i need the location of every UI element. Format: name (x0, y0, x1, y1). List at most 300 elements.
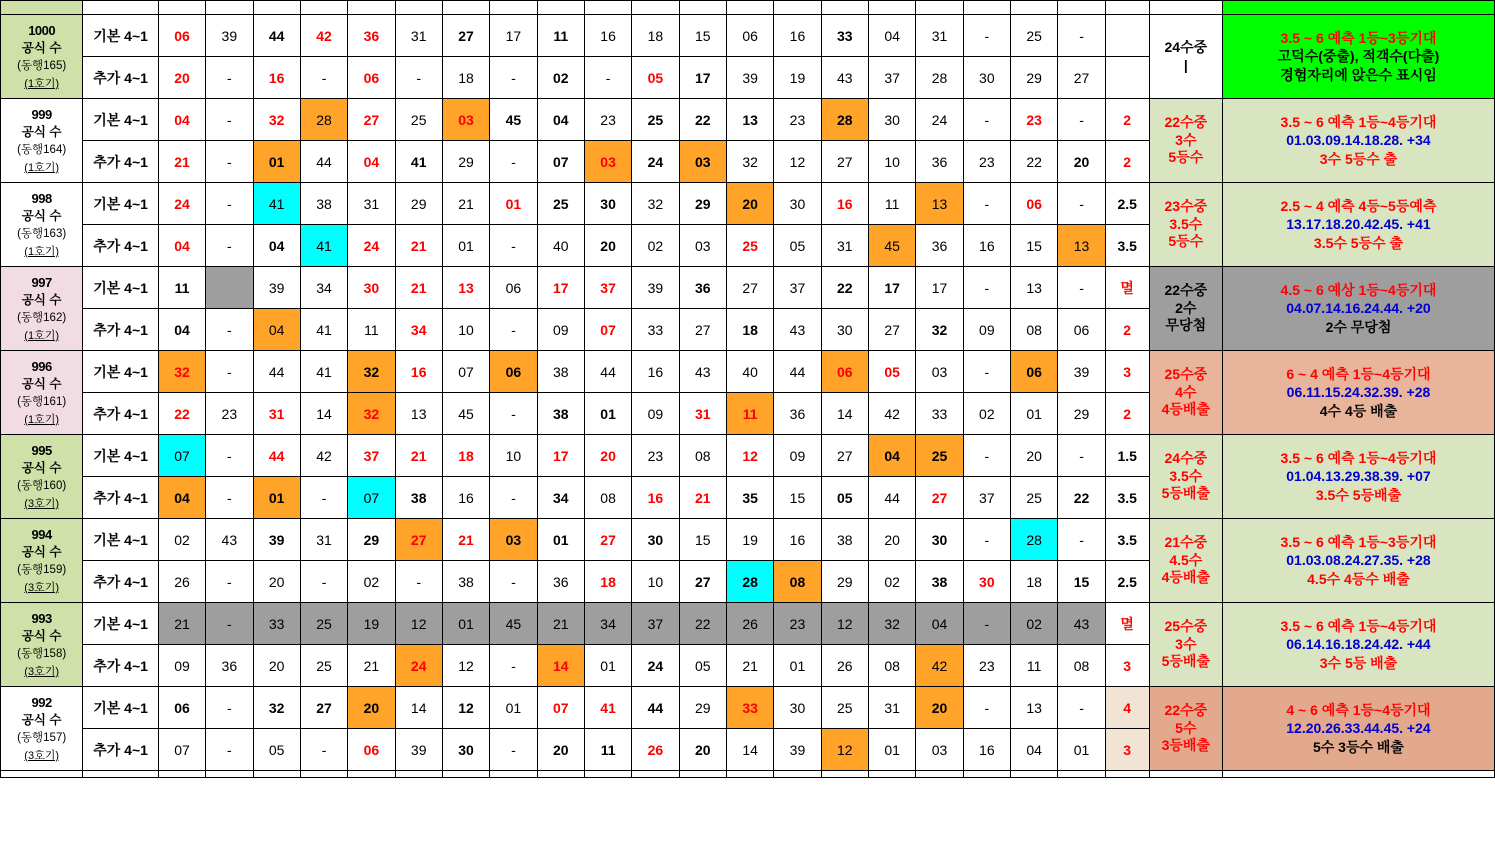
number-cell: 02 (868, 561, 915, 603)
number-cell: 08 (584, 477, 631, 519)
number-cell: 32 (253, 99, 300, 141)
note-line: 고덕수(중출), 적객수(다출) (1277, 48, 1440, 65)
cell-clipped (395, 1, 442, 15)
cell-clipped-bottom (632, 771, 679, 778)
number-cell: 39 (253, 519, 300, 561)
number-cell: 20 (348, 687, 395, 729)
number-cell: 29 (442, 141, 489, 183)
number-cell: 01 (584, 645, 631, 687)
summary-rank: 4등배출 (1161, 401, 1210, 418)
round-number: 992 (31, 695, 52, 711)
summary-total: 22수중 (1164, 702, 1208, 719)
number-cell: - (1058, 99, 1105, 141)
number-cell: 02 (537, 57, 584, 99)
number-cell: 16 (774, 15, 821, 57)
summary-cell (1149, 183, 1222, 267)
summary-rank: 3등배출 (1161, 737, 1210, 754)
row-label-machine: (1호기) (24, 161, 59, 174)
row-type-basic: 기본 4~1 (83, 99, 159, 141)
note-line: 13.17.18.20.42.45. +41 (1286, 216, 1431, 233)
hit-count-basic: 멸 (1105, 603, 1149, 645)
note-cell (1222, 15, 1494, 99)
summary-cell (1149, 267, 1222, 351)
cell-clipped-bottom (348, 771, 395, 778)
hit-count-basic: 2 (1105, 99, 1149, 141)
hit-count-basic: 4 (1105, 687, 1149, 729)
number-cell: 30 (963, 561, 1010, 603)
number-cell: 27 (1058, 57, 1105, 99)
number-cell: 18 (632, 15, 679, 57)
number-cell: - (206, 603, 253, 645)
number-cell: 03 (584, 141, 631, 183)
number-cell: 10 (442, 309, 489, 351)
number-cell: 27 (868, 309, 915, 351)
number-cell: 04 (158, 477, 205, 519)
number-cell: - (963, 183, 1010, 225)
number-cell: 40 (537, 225, 584, 267)
note-line: 3수 5등 배출 (1319, 654, 1398, 671)
row-label-source: (동행163) (17, 228, 67, 241)
row-label-machine: (3호기) (24, 497, 59, 510)
row-label-source: (동행158) (17, 648, 67, 661)
number-cell: 06 (821, 351, 868, 393)
number-cell: 21 (395, 225, 442, 267)
number-cell: 36 (206, 645, 253, 687)
row-label-source: (동행159) (17, 564, 67, 577)
row-label-992 (1, 687, 83, 771)
count-clipped (1105, 1, 1149, 15)
number-cell: 44 (868, 477, 915, 519)
note-line: 4 ~ 6 예측 1등~4등기대 (1286, 702, 1431, 719)
number-cell: 45 (490, 99, 537, 141)
number-cell: 11 (584, 729, 631, 771)
number-cell: 22 (679, 99, 726, 141)
number-cell: 44 (632, 687, 679, 729)
number-cell: 28 (726, 561, 773, 603)
row-type-extra: 추가 4~1 (83, 309, 159, 351)
number-cell: - (1058, 435, 1105, 477)
number-cell: 36 (679, 267, 726, 309)
cell-clipped-bottom (916, 771, 963, 778)
number-cell: 28 (916, 57, 963, 99)
number-cell: 18 (726, 309, 773, 351)
number-cell: 21 (442, 183, 489, 225)
cell-clipped (584, 1, 631, 15)
number-cell: 21 (726, 645, 773, 687)
number-cell: 05 (253, 729, 300, 771)
number-cell: 01 (490, 183, 537, 225)
note-line: 경험자리에 앉은수 표시임 (1280, 66, 1437, 83)
number-cell: 38 (537, 351, 584, 393)
number-cell: 23 (774, 99, 821, 141)
number-cell: 31 (348, 183, 395, 225)
number-cell: 44 (300, 141, 347, 183)
cell-clipped-bottom (158, 771, 205, 778)
cell-clipped-bottom (442, 771, 489, 778)
number-cell: 07 (537, 141, 584, 183)
number-cell: - (206, 309, 253, 351)
hit-count-basic (1105, 15, 1149, 57)
number-cell: 04 (537, 99, 584, 141)
number-cell: 21 (679, 477, 726, 519)
row-type-extra: 추가 4~1 (83, 57, 159, 99)
number-cell: - (963, 603, 1010, 645)
number-cell: 27 (395, 519, 442, 561)
number-cell: 07 (584, 309, 631, 351)
number-cell: 01 (442, 225, 489, 267)
number-cell: 37 (348, 435, 395, 477)
number-cell: 25 (300, 603, 347, 645)
number-cell: 16 (774, 519, 821, 561)
row-type-basic: 기본 4~1 (83, 267, 159, 309)
number-cell: 39 (1058, 351, 1105, 393)
number-cell: 03 (490, 519, 537, 561)
number-cell: 20 (158, 57, 205, 99)
number-cell: 39 (726, 57, 773, 99)
row-type-extra: 추가 4~1 (83, 225, 159, 267)
number-cell: 11 (726, 393, 773, 435)
row-type-basic: 기본 4~1 (83, 435, 159, 477)
number-cell: 27 (679, 561, 726, 603)
note-cell (1222, 603, 1494, 687)
note-line: 06.14.16.18.24.42. +44 (1286, 636, 1431, 653)
number-cell: 10 (632, 561, 679, 603)
note-line: 01.04.13.29.38.39. +07 (1286, 468, 1431, 485)
number-cell: 41 (300, 309, 347, 351)
summary-total: 22수중 (1164, 114, 1208, 131)
row-type-extra: 추가 4~1 (83, 561, 159, 603)
summary-total: 22수중 (1164, 282, 1208, 299)
summary-clipped-bottom (1149, 771, 1222, 778)
number-cell: - (490, 57, 537, 99)
row-label-official: 공식 수 (21, 545, 62, 560)
summary-cell (1149, 435, 1222, 519)
number-cell: - (584, 57, 631, 99)
cell-clipped (679, 1, 726, 15)
number-cell: 04 (253, 225, 300, 267)
number-cell: 15 (1011, 225, 1058, 267)
number-cell: 44 (253, 351, 300, 393)
table-row (1, 687, 1495, 729)
table-row (1, 15, 1495, 57)
number-cell: 12 (821, 729, 868, 771)
number-cell: 16 (584, 15, 631, 57)
number-cell: 16 (821, 183, 868, 225)
number-cell: 20 (868, 519, 915, 561)
number-cell: 17 (537, 267, 584, 309)
hit-count-extra: 2 (1105, 393, 1149, 435)
number-cell: 23 (584, 99, 631, 141)
number-cell: 21 (395, 267, 442, 309)
number-cell: 16 (963, 729, 1010, 771)
number-cell: 41 (300, 351, 347, 393)
number-cell: 13 (1011, 687, 1058, 729)
number-cell: 30 (963, 57, 1010, 99)
number-cell: 05 (679, 645, 726, 687)
number-cell: 11 (1011, 645, 1058, 687)
number-cell: 04 (253, 309, 300, 351)
number-cell: 03 (679, 225, 726, 267)
summary-hit: 4수 (1175, 383, 1197, 400)
number-cell: 44 (584, 351, 631, 393)
number-cell: - (963, 99, 1010, 141)
cell-clipped-bottom (963, 771, 1010, 778)
number-cell: - (490, 309, 537, 351)
summary-total: 23수중 (1164, 198, 1208, 215)
number-cell: 05 (632, 57, 679, 99)
number-cell: 33 (916, 393, 963, 435)
number-cell: - (1058, 519, 1105, 561)
number-cell: 22 (1058, 477, 1105, 519)
number-cell: - (300, 57, 347, 99)
note-cell (1222, 519, 1494, 603)
number-cell: 27 (726, 267, 773, 309)
number-cell: 39 (632, 267, 679, 309)
table-row (1, 603, 1495, 645)
number-cell: 30 (821, 309, 868, 351)
number-cell: 20 (537, 729, 584, 771)
number-cell: - (490, 393, 537, 435)
number-cell: 27 (679, 309, 726, 351)
number-cell: 32 (868, 603, 915, 645)
number-cell: 06 (348, 729, 395, 771)
number-cell: 25 (916, 435, 963, 477)
number-cell: 08 (679, 435, 726, 477)
number-cell: 33 (726, 687, 773, 729)
number-cell: 20 (253, 645, 300, 687)
number-cell: 01 (442, 603, 489, 645)
cell-clipped-bottom (300, 771, 347, 778)
note-line: 12.20.26.33.44.45. +24 (1286, 720, 1431, 737)
number-cell: 20 (1058, 141, 1105, 183)
note-line: 3.5수 5등배출 (1315, 486, 1402, 503)
number-cell: 36 (916, 225, 963, 267)
number-cell: 45 (868, 225, 915, 267)
number-cell: 15 (679, 519, 726, 561)
number-cell: 34 (300, 267, 347, 309)
summary-rank: 무당첨 (1165, 317, 1207, 334)
number-cell: 02 (348, 561, 395, 603)
number-cell: 45 (442, 393, 489, 435)
number-cell: 21 (158, 603, 205, 645)
note-clipped-bottom (1222, 771, 1494, 778)
number-cell: 29 (1011, 57, 1058, 99)
number-cell: 29 (395, 183, 442, 225)
note-line: 3.5수 5등수 출 (1313, 234, 1404, 251)
cell-clipped (726, 1, 773, 15)
row-label-1000 (1, 15, 83, 99)
row-type-basic: 기본 4~1 (83, 687, 159, 729)
number-cell: 05 (821, 477, 868, 519)
number-cell: 36 (916, 141, 963, 183)
round-number: 998 (31, 191, 52, 207)
number-cell: 22 (1011, 141, 1058, 183)
number-cell: 14 (821, 393, 868, 435)
number-cell: 07 (158, 435, 205, 477)
number-cell: 13 (395, 393, 442, 435)
summary-clipped (1149, 1, 1222, 15)
number-cell: 32 (253, 687, 300, 729)
number-cell: 43 (206, 519, 253, 561)
number-cell: 07 (442, 351, 489, 393)
number-cell: 19 (726, 519, 773, 561)
number-cell: 32 (726, 141, 773, 183)
row-label-official: 공식 수 (21, 209, 62, 224)
number-cell: 34 (537, 477, 584, 519)
number-cell: 21 (442, 519, 489, 561)
number-cell: 19 (774, 57, 821, 99)
round-number: 997 (31, 275, 52, 291)
number-cell: 17 (679, 57, 726, 99)
row-label-clipped (1, 1, 83, 15)
summary-cell (1149, 99, 1222, 183)
row-label-machine: (1호기) (24, 245, 59, 258)
table-row (1, 351, 1495, 393)
number-cell: 30 (916, 519, 963, 561)
number-cell: 32 (158, 351, 205, 393)
number-cell (206, 267, 253, 309)
number-cell: 21 (395, 435, 442, 477)
number-cell: 18 (442, 435, 489, 477)
number-cell: 01 (774, 645, 821, 687)
summary-total: 25수중 (1164, 618, 1208, 635)
number-cell: 20 (1011, 435, 1058, 477)
number-cell: 41 (253, 183, 300, 225)
number-cell: 25 (632, 99, 679, 141)
number-cell: - (1058, 183, 1105, 225)
number-cell: 32 (916, 309, 963, 351)
number-cell: - (206, 99, 253, 141)
number-cell: 39 (774, 729, 821, 771)
number-cell: - (963, 435, 1010, 477)
note-line: 3수 5등수 출 (1319, 150, 1398, 167)
number-cell: 25 (1011, 477, 1058, 519)
number-cell: 38 (395, 477, 442, 519)
number-cell: 02 (1011, 603, 1058, 645)
row-label-official: 공식 수 (21, 41, 62, 56)
number-cell: 30 (632, 519, 679, 561)
hit-count-basic: 2.5 (1105, 183, 1149, 225)
number-cell: 16 (395, 351, 442, 393)
number-cell: 28 (1011, 519, 1058, 561)
number-cell: 31 (253, 393, 300, 435)
number-cell: 34 (395, 309, 442, 351)
number-cell: 27 (916, 477, 963, 519)
cell-clipped-bottom (774, 771, 821, 778)
note-line: 3.5 ~ 6 예측 1등~4등기대 (1280, 618, 1437, 635)
row-label-source: (동행161) (17, 396, 67, 409)
round-number: 1000 (28, 23, 56, 39)
number-cell: 25 (1011, 15, 1058, 57)
row-type-extra: 추가 4~1 (83, 477, 159, 519)
note-line: 3.5 ~ 6 예측 1등~4등기대 (1280, 450, 1437, 467)
cell-clipped (963, 1, 1010, 15)
summary-total: 21수중 (1164, 534, 1208, 551)
row-label-official: 공식 수 (21, 125, 62, 140)
number-cell: 06 (158, 15, 205, 57)
number-cell: 39 (206, 15, 253, 57)
number-cell: 44 (253, 435, 300, 477)
number-cell: 27 (300, 687, 347, 729)
hit-count-extra: 3 (1105, 645, 1149, 687)
number-cell: 09 (632, 393, 679, 435)
number-cell: 08 (774, 561, 821, 603)
note-cell (1222, 99, 1494, 183)
number-cell: 24 (916, 99, 963, 141)
summary-hit: 3수 (1175, 131, 1197, 148)
number-cell: 10 (868, 141, 915, 183)
cell-clipped-bottom (821, 771, 868, 778)
number-cell: 31 (679, 393, 726, 435)
count-clipped-bottom (1105, 771, 1149, 778)
cell-clipped (490, 1, 537, 15)
number-cell: 37 (774, 267, 821, 309)
cell-clipped (1011, 1, 1058, 15)
number-cell: 20 (679, 729, 726, 771)
number-cell: 30 (774, 183, 821, 225)
row-type-basic: 기본 4~1 (83, 15, 159, 57)
note-cell (1222, 267, 1494, 351)
number-cell: 30 (584, 183, 631, 225)
number-cell: 27 (821, 435, 868, 477)
number-cell: 01 (537, 519, 584, 561)
note-line: 4수 4등 배출 (1319, 402, 1398, 419)
cell-clipped (774, 1, 821, 15)
number-cell: 29 (1058, 393, 1105, 435)
number-cell: - (1058, 15, 1105, 57)
row-label-source: (동행164) (17, 144, 67, 157)
number-cell: 29 (679, 183, 726, 225)
number-cell: 37 (632, 603, 679, 645)
number-cell: 31 (395, 15, 442, 57)
cell-clipped (821, 1, 868, 15)
number-cell: - (490, 477, 537, 519)
hit-count-basic: 1.5 (1105, 435, 1149, 477)
number-cell: 38 (916, 561, 963, 603)
note-line: 4.5수 4등수 배출 (1307, 570, 1410, 587)
number-cell: 22 (158, 393, 205, 435)
number-cell: 38 (821, 519, 868, 561)
number-cell: 11 (537, 15, 584, 57)
number-cell: 06 (490, 267, 537, 309)
summary-cell (1149, 15, 1222, 99)
number-cell: 38 (300, 183, 347, 225)
number-cell: 41 (584, 687, 631, 729)
number-cell: 12 (821, 603, 868, 645)
summary-hit: 3수 (1175, 635, 1197, 652)
table-row-clipped-bottom (1, 771, 1495, 778)
number-cell: - (490, 225, 537, 267)
number-cell: 19 (348, 603, 395, 645)
number-cell: 03 (442, 99, 489, 141)
cell-clipped (1058, 1, 1105, 15)
number-cell: 04 (868, 15, 915, 57)
number-cell: - (963, 519, 1010, 561)
cell-clipped-bottom (868, 771, 915, 778)
number-cell: - (206, 687, 253, 729)
number-cell: - (490, 141, 537, 183)
hit-count-extra: 3.5 (1105, 225, 1149, 267)
number-cell: 13 (442, 267, 489, 309)
hit-count-basic: 멸 (1105, 267, 1149, 309)
number-cell: 31 (916, 15, 963, 57)
number-cell: 31 (868, 687, 915, 729)
number-cell: 37 (963, 477, 1010, 519)
number-cell: - (963, 267, 1010, 309)
cell-clipped (158, 1, 205, 15)
table-row (1, 99, 1495, 141)
number-cell: - (1058, 267, 1105, 309)
